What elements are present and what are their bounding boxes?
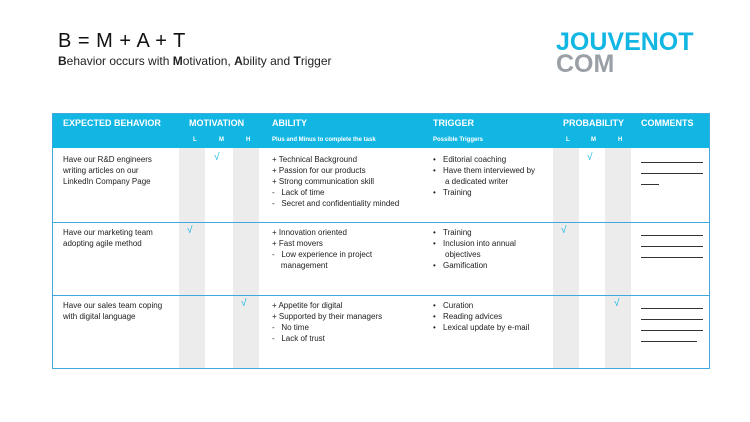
motivation-check: √ <box>241 298 247 309</box>
comment-line <box>641 173 703 174</box>
row-divider <box>53 295 709 296</box>
behavior-cell <box>63 154 152 187</box>
motivation-check: √ <box>187 225 193 236</box>
trigger-item: • Gamification <box>433 260 516 271</box>
subtitle-part: B <box>58 54 67 68</box>
ability-minus: management <box>272 261 328 270</box>
comment-line <box>641 257 703 258</box>
header-probability: PROBABILITY <box>563 118 625 128</box>
sub-probability-l: L <box>566 137 570 143</box>
logo-line1: JOUVENOT <box>556 28 694 56</box>
comment-line <box>641 308 703 309</box>
probability-check: √ <box>614 298 620 309</box>
trigger-cell <box>433 227 516 271</box>
comment-line <box>641 184 659 185</box>
table-header-row <box>53 114 709 134</box>
comment-line <box>641 162 703 163</box>
motivation-h-column <box>233 148 259 368</box>
header-motivation: MOTIVATION <box>189 118 245 128</box>
logo-line2: COM <box>556 50 615 78</box>
behavior-line: LinkedIn Company Page <box>63 177 151 186</box>
trigger-item: objectives <box>445 250 481 259</box>
behavior-line: Have our R&D engineers <box>63 155 152 164</box>
trigger-cell <box>433 300 529 333</box>
ability-cell <box>272 154 399 209</box>
comment-line <box>641 341 697 342</box>
trigger-cell <box>433 154 535 198</box>
trigger-item: a dedicated writer <box>445 177 509 186</box>
ability-plus: + Appetite for digital <box>272 301 343 310</box>
trigger-item: • Editorial coaching <box>433 154 535 165</box>
trigger-item: • Training <box>433 227 516 238</box>
behavior-line: with digital language <box>63 312 136 321</box>
comment-line <box>641 246 703 247</box>
subtitle-part: otivation, <box>182 54 235 68</box>
probability-check: √ <box>561 225 567 236</box>
ability-minus: - Low experience in project <box>272 250 373 259</box>
ability-plus: + Technical Background <box>272 155 358 164</box>
comment-line <box>641 330 703 331</box>
behavior-line: Have our marketing team <box>63 228 153 237</box>
page-title: B = M + A + T <box>58 30 186 52</box>
ability-plus: + Passion for our products <box>272 166 366 175</box>
ability-minus: - Secret and confidentiality minded <box>272 199 400 208</box>
trigger-item: • Reading advices <box>433 311 529 322</box>
ability-plus: + Strong communication skill <box>272 177 375 186</box>
ability-minus: - Lack of time <box>272 188 325 197</box>
comment-line <box>641 235 703 236</box>
trigger-item: • Training <box>433 187 535 198</box>
subtitle-part: M <box>172 54 183 68</box>
sub-probability-m: M <box>591 137 596 143</box>
motivation-l-column <box>179 148 205 368</box>
row-divider <box>53 222 709 223</box>
behavior-cell <box>63 300 162 322</box>
behavior-line: adopting agile method <box>63 239 142 248</box>
trigger-item: • Curation <box>433 300 529 311</box>
table-subheader-row <box>53 134 709 148</box>
ability-minus: - No time <box>272 323 309 332</box>
probability-check: √ <box>587 152 593 163</box>
sub-motivation-h: H <box>246 137 251 143</box>
sub-motivation-l: L <box>193 137 197 143</box>
motivation-check: √ <box>214 152 220 163</box>
behavior-table <box>52 113 710 369</box>
trigger-item: • Have them interviewed by <box>433 165 535 176</box>
page-subtitle <box>58 54 332 68</box>
ability-plus: + Supported by their managers <box>272 312 383 321</box>
subtitle-part: A <box>234 54 243 68</box>
ability-cell <box>272 300 382 344</box>
header-ability: ABILITY <box>272 118 307 128</box>
header-expected-behavior: EXPECTED BEHAVIOR <box>63 118 161 128</box>
behavior-line: Have our sales team coping <box>63 301 163 310</box>
behavior-line: writing articles on our <box>63 166 139 175</box>
probability-h-column <box>605 148 631 368</box>
subtitle-part: rigger <box>300 54 332 68</box>
ability-cell <box>272 227 372 271</box>
probability-l-column <box>553 148 579 368</box>
comment-line <box>641 319 703 320</box>
jouvenot-logo <box>556 28 696 76</box>
ability-plus: + Innovation oriented <box>272 228 347 237</box>
ability-plus: + Fast movers <box>272 239 323 248</box>
header-comments: COMMENTS <box>641 118 694 128</box>
sub-probability-h: H <box>618 137 623 143</box>
header-trigger: TRIGGER <box>433 118 475 128</box>
trigger-item: • Lexical update by e-mail <box>433 322 529 333</box>
subtitle-part: T <box>293 54 301 68</box>
sub-trigger-note: Possible Triggers <box>433 137 484 143</box>
subtitle-part: bility and <box>242 54 294 68</box>
trigger-item: • Inclusion into annual <box>433 238 516 249</box>
behavior-cell <box>63 227 153 249</box>
subtitle-part: ehavior occurs with <box>66 54 173 68</box>
sub-motivation-m: M <box>219 137 224 143</box>
ability-minus: - Lack of trust <box>272 334 325 343</box>
sub-ability-note: Plus and Minus to complete the task <box>272 137 376 143</box>
